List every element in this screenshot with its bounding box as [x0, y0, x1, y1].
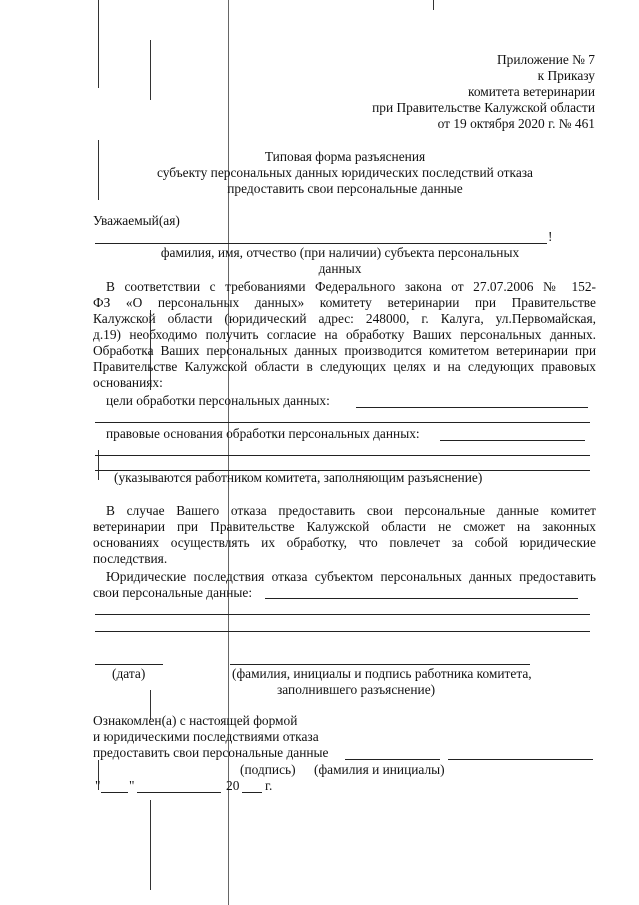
employee-signature-line[interactable] [230, 664, 530, 665]
acknowledgement-line: Ознакомлен(а) с настоящей формой [93, 713, 298, 728]
employee-caption: заполнившего разъяснение) [277, 682, 436, 697]
fullname-blank-line [95, 243, 547, 244]
scan-artifact-line [150, 40, 151, 100]
purposes-label: цели обработки персональных данных: [106, 393, 330, 408]
employee-caption: (фамилия, инициалы и подпись работника комитета, [232, 666, 532, 681]
legal-grounds-input-line[interactable] [440, 440, 585, 441]
paragraph-line: Правительстве Калужской области в следующих целях и на следующих правовых [93, 359, 596, 374]
legal-grounds-label: правовые основания обработки персональных данных: [106, 426, 420, 441]
year-input-line[interactable] [242, 792, 262, 793]
header-committee: комитета ветеринарии [468, 84, 595, 99]
date-input-line[interactable] [95, 664, 163, 665]
scan-artifact-line [228, 0, 229, 905]
title-line: предоставить свои персональные данные [227, 181, 463, 196]
consequences-input-line[interactable] [95, 631, 590, 632]
paragraph-line: Калужской области (юридический адрес: 248000, г. Калуга, ул.Первомайская, [93, 311, 596, 326]
paragraph-line: Юридические последствия отказа субъектом персональных данных предоставить [106, 569, 596, 584]
subject-name-line[interactable] [448, 759, 593, 760]
date-open-quote: " [95, 778, 101, 793]
year-suffix: г. [265, 778, 273, 793]
header-government: при Правительстве Калужской области [372, 100, 595, 115]
header-date: от 19 октября 2020 г. № 461 [437, 116, 595, 131]
fullname-caption: данных [318, 261, 362, 276]
paragraph-line: свои персональные данные: [93, 585, 253, 600]
day-input-line[interactable] [101, 792, 128, 793]
scan-artifact-line [433, 0, 434, 10]
paragraph-line: В случае Вашего отказа предоставить свои персональные данные комитет [106, 503, 596, 518]
name-caption: (фамилия и инициалы) [314, 762, 445, 777]
legal-grounds-input-line[interactable] [95, 455, 590, 456]
paragraph-line: ФЗ «О персональных данных» комитету ветеринарии при Правительстве [93, 295, 596, 310]
date-close-quote: " [129, 778, 135, 793]
greeting-label: Уважаемый(ая) [93, 213, 180, 228]
purposes-input-line[interactable] [356, 407, 588, 408]
paragraph-line: В соответствии с требованиями Федерального закона от 27.07.2006 № 152- [106, 279, 596, 294]
header-appendix: Приложение № 7 [496, 52, 595, 67]
acknowledgement-line: предоставить свои персональные данные [93, 745, 329, 760]
paragraph-line: д.19) необходимо получить согласие на обработку Ваших персональных данных. [93, 327, 596, 342]
consequences-input-line[interactable] [265, 598, 578, 599]
fields-note: (указываются работником комитета, заполняющим разъяснение) [114, 470, 483, 485]
paragraph-line: ветеринарии при Правительстве Калужской области не сможет на законных [93, 519, 596, 534]
consequences-input-line[interactable] [95, 614, 590, 615]
paragraph-line: основаниях осуществлять их обработку, что повлечет за собой юридические [93, 535, 596, 550]
title-line: Типовая форма разъяснения [264, 149, 426, 164]
paragraph-line: последствия. [93, 551, 168, 566]
paragraph-line: Обработка Ваших персональных данных производится комитетом ветеринарии при [93, 343, 596, 358]
acknowledgement-line: и юридическими последствиями отказа [93, 729, 319, 744]
title-line: субъекту персональных данных юридических последствий отказа [156, 165, 534, 180]
greeting-exclamation: ! [548, 229, 553, 244]
paragraph-line: основаниях: [93, 375, 163, 390]
date-caption: (дата) [112, 666, 146, 681]
header-order: к Приказу [537, 68, 595, 83]
month-input-line[interactable] [137, 792, 221, 793]
scan-artifact-line [98, 0, 99, 88]
subject-signature-line[interactable] [345, 759, 440, 760]
signature-caption: (подпись) [240, 762, 296, 777]
fullname-caption: фамилия, имя, отчество (при наличии) субъекта персональных [160, 245, 520, 260]
year-prefix: 20 [226, 778, 240, 793]
purposes-input-line[interactable] [95, 422, 590, 423]
scan-artifact-line [150, 800, 151, 890]
